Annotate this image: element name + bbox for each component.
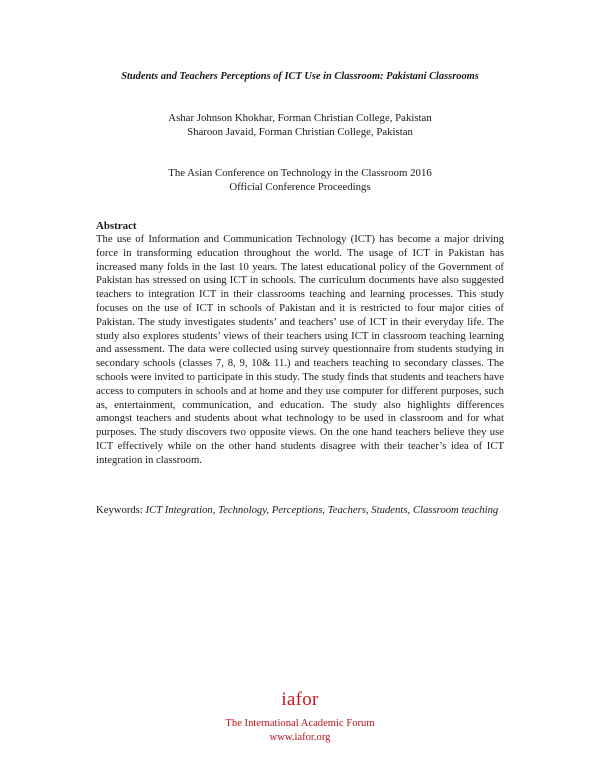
conference-proceedings: Official Conference Proceedings (229, 181, 371, 193)
abstract-body: The use of Information and Communication Technology (ICT) has become a major driving force in transforming education throughout the world. The usage of ICT in Pakistan has increased many folds in the last 10 years. The latest educational policy of the Government of Pakistan has stressed on using ICT in schools. The curriculum documents have also suggested teachers to integration ICT in their classrooms teaching and learning processes. This study focuses on the use of ICT in schools of Pakistan and it is restricted to four major cities of Pakistan. The study investigates students’ and teachers’ use of ICT in their everyday life. The study also explores students’ views of their teachers using ICT in classroom teaching learning and assessment. The data were collected using survey questionnaire from students studying in secondary schools (classes 7, 8, 9, 10& 11.) and teachers teaching to secondary classes. The schools were invited to participate in this study. The study finds that students and teachers have access to computers in schools and at home and they use computer for different purposes, such as, entertainment, communication, and education. The study also highlights differences amongst teachers and students about what technology to be used in classroom and for what purposes. The study discovers two opposite views. On the one hand teachers believe they use ICT effectively while on the other hand students disagree with their teacher’s idea of ICT integration in classroom. (96, 233, 504, 466)
publisher-footer (150, 688, 450, 745)
author-line-1: Ashar Johnson Khokhar, Forman Christian College, Pakistan (168, 112, 432, 124)
keywords-section (96, 504, 504, 518)
abstract-heading: Abstract (96, 220, 137, 232)
author-list (60, 111, 540, 139)
abstract-section (96, 219, 504, 468)
publisher-url[interactable]: www.iafor.org (269, 732, 331, 743)
conference-name: The Asian Conference on Technology in the Classroom 2016 (168, 167, 432, 179)
publisher-name: The International Academic Forum (225, 718, 375, 729)
paper-title: Students and Teachers Perceptions of ICT Use in Classroom: Pakistani Classrooms (121, 71, 479, 82)
keywords-values: ICT Integration, Technology, Perceptions, Teachers, Students, Classroom teaching (145, 504, 499, 516)
keywords-label: Keywords: (96, 504, 146, 516)
iafor-logo: iafor (281, 689, 319, 710)
conference-info (60, 166, 540, 194)
author-line-2: Sharoon Javaid, Forman Christian College, Pakistan (187, 126, 413, 138)
